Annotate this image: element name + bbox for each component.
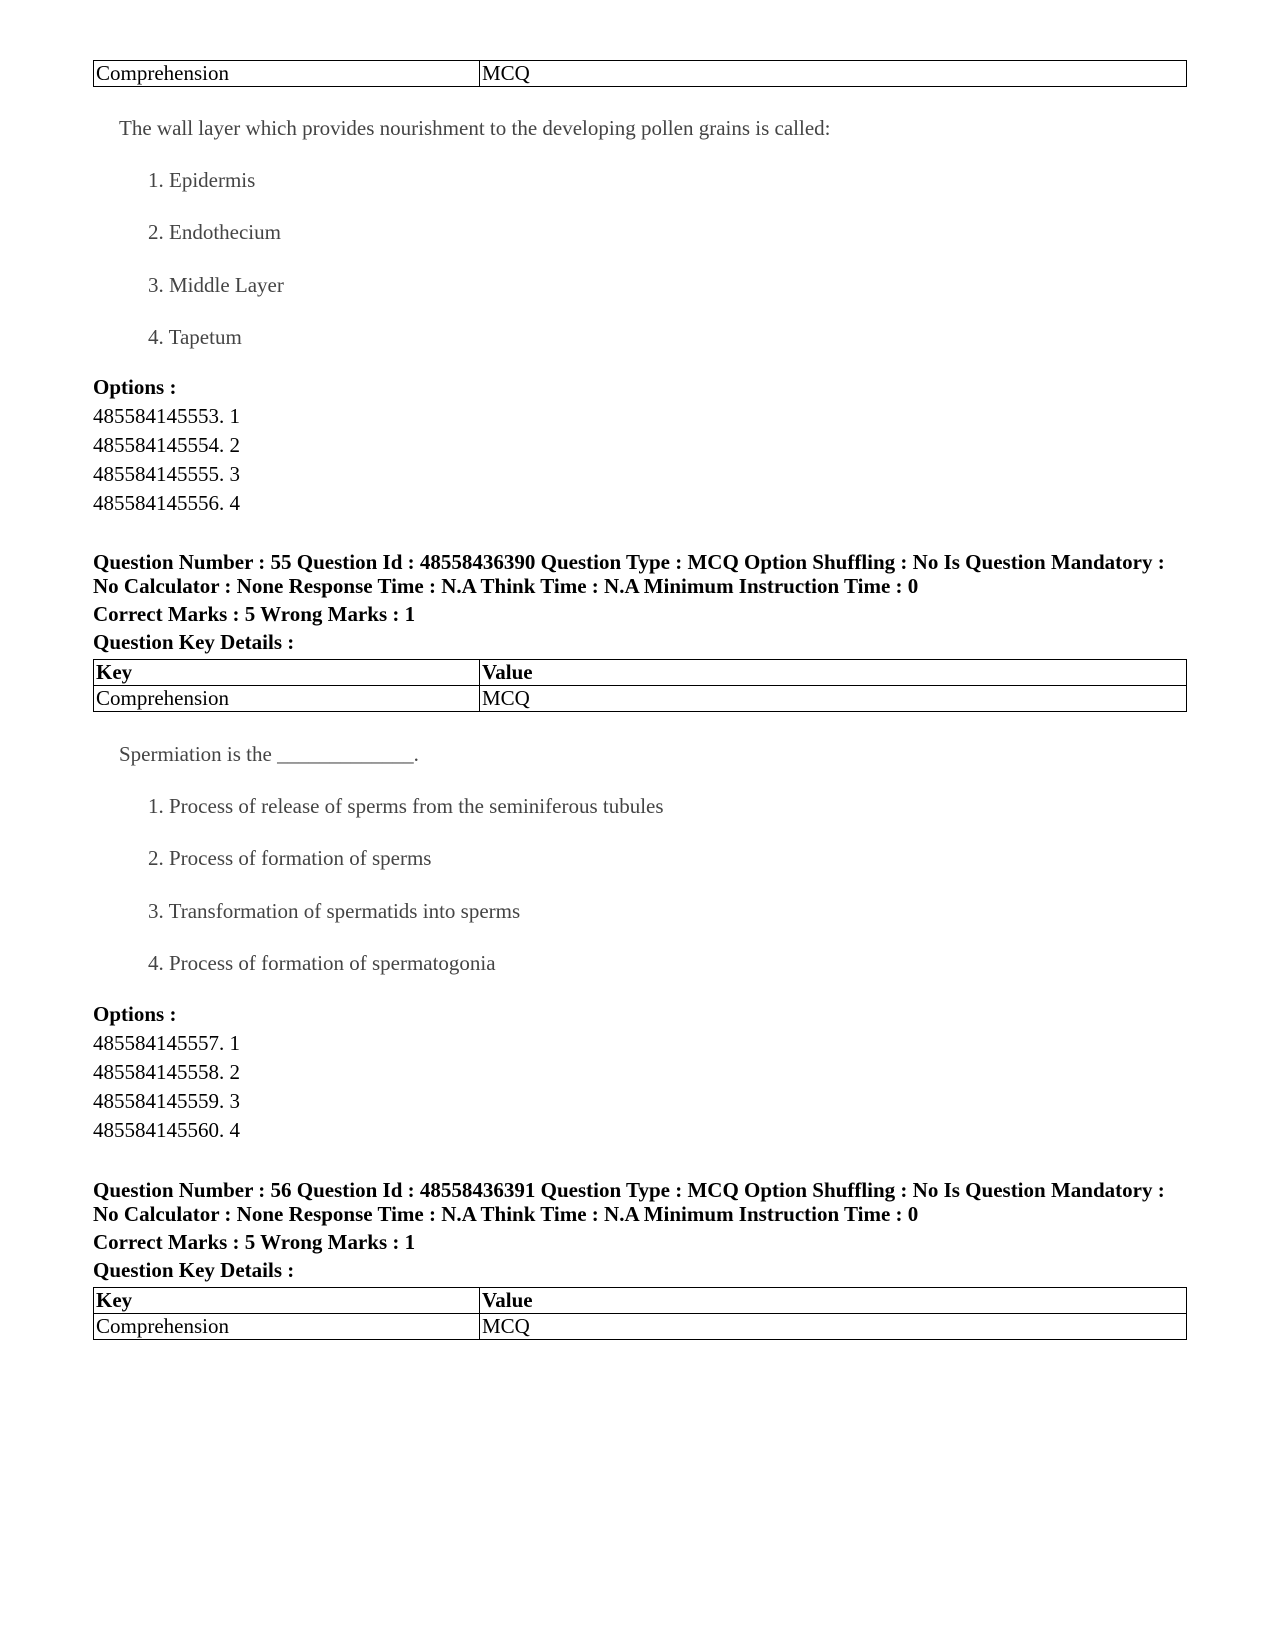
key-cell: Comprehension: [94, 686, 480, 712]
value-header: Value: [480, 1288, 1187, 1314]
option-item: 485584145557. 1: [93, 1031, 240, 1055]
value-cell: MCQ: [480, 1314, 1187, 1340]
choice-4: 4. Tapetum: [148, 325, 242, 349]
value-cell: MCQ: [480, 61, 1187, 87]
key-cell: Comprehension: [94, 61, 480, 87]
key-header: Key: [94, 660, 480, 686]
table-row: [94, 61, 1187, 87]
question-54-options: [93, 373, 1187, 518]
question-meta-line-2: No Calculator : None Response Time : N.A Think Time : N.A Minimum Instruction Time : 0: [93, 574, 919, 598]
choice-2: 2. Endothecium: [148, 220, 281, 244]
question-55-key-table: [93, 659, 1187, 712]
choice-3: 3. Transformation of spermatids into sperms: [148, 899, 521, 923]
choice-1: 1. Process of release of sperms from the seminiferous tubules: [148, 794, 664, 818]
table-header-row: [94, 1288, 1187, 1314]
option-item: 485584145556. 4: [93, 491, 240, 515]
question-54-image: [93, 113, 1187, 362]
choice-2: 2. Process of formation of sperms: [148, 846, 432, 870]
question-meta-line-2: No Calculator : None Response Time : N.A Think Time : N.A Minimum Instruction Time : 0: [93, 1202, 919, 1226]
key-details-label: Question Key Details :: [93, 1258, 295, 1282]
choice-3: 3. Middle Layer: [148, 273, 284, 297]
question-stem: The wall layer which provides nourishment to the developing pollen grains is called:: [119, 116, 831, 140]
marks-line: Correct Marks : 5 Wrong Marks : 1: [93, 1230, 416, 1254]
option-item: 485584145560. 4: [93, 1118, 240, 1142]
option-item: 485584145554. 2: [93, 433, 240, 457]
question-55-header: [93, 550, 1187, 654]
question-55-options: [93, 1000, 1187, 1145]
option-item: 485584145553. 1: [93, 404, 240, 428]
marks-line: Correct Marks : 5 Wrong Marks : 1: [93, 602, 416, 626]
table-header-row: [94, 660, 1187, 686]
value-header: Value: [480, 660, 1187, 686]
options-label: Options :: [93, 375, 177, 399]
question-meta-line-1: Question Number : 55 Question Id : 48558436390 Question Type : MCQ Option Shuffling : No Is Question Mandatory :: [93, 550, 1165, 574]
question-55-image: [93, 739, 1187, 988]
option-item: 485584145555. 3: [93, 462, 240, 486]
option-item: 485584145559. 3: [93, 1089, 240, 1113]
question-56-key-table: [93, 1287, 1187, 1340]
choice-4: 4. Process of formation of spermatogonia: [148, 951, 496, 975]
option-item: 485584145558. 2: [93, 1060, 240, 1084]
key-details-label: Question Key Details :: [93, 630, 295, 654]
question-56-header: [93, 1178, 1187, 1282]
choice-1: 1. Epidermis: [148, 168, 256, 192]
question-stem: Spermiation is the _____________.: [119, 742, 419, 766]
table-row: [94, 686, 1187, 712]
question-meta-line-1: Question Number : 56 Question Id : 48558436391 Question Type : MCQ Option Shuffling : No Is Question Mandatory :: [93, 1178, 1165, 1202]
table-row: [94, 1314, 1187, 1340]
question-54-key-table: [93, 60, 1187, 87]
key-cell: Comprehension: [94, 1314, 480, 1340]
options-label: Options :: [93, 1002, 177, 1026]
value-cell: MCQ: [480, 686, 1187, 712]
key-header: Key: [94, 1288, 480, 1314]
